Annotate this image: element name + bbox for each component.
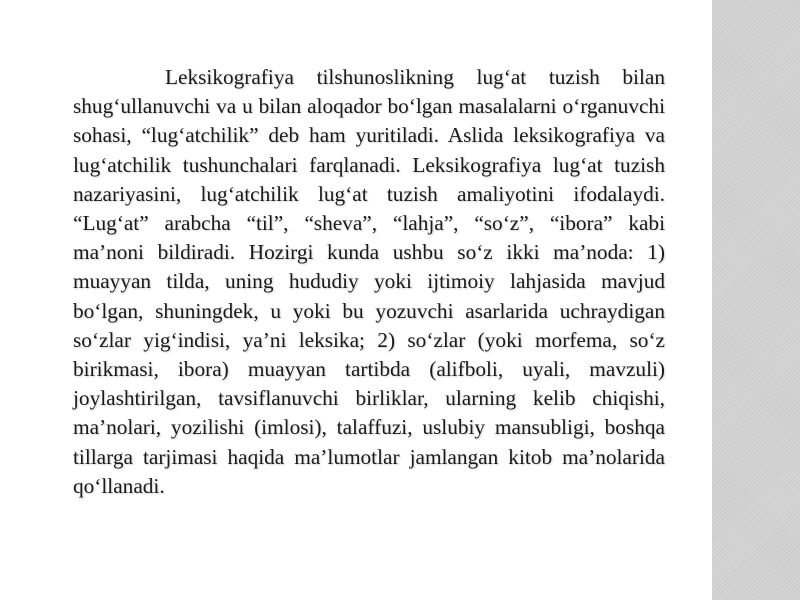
decorative-side-band [712, 0, 800, 600]
body-paragraph: Leksikografiya tilshunoslikning lug‘at tuzish bilan shug‘ullanuvchi va u bilan aloqador bo‘lgan masalalarni o‘rganuvchi sohasi, “lug‘atchilik” deb ham yuritiladi. Aslida leksikografiya va lug‘atchilik tushunchalari farqlanadi. Leksikografiya lug‘at tuzish nazariyasini, lug‘atchilik lug‘at tuzish amaliyotini ifodalaydi. “Lug‘at” arabcha “til”, “sheva”, “lahja”, “so‘z”, “ibora” kabi ma’noni bildiradi. Hozirgi kunda ushbu so‘z ikki ma’noda: 1) muayyan tilda, uning hududiy yoki ijtimoiy lahjasida mavjud bo‘lgan, shuningdek, u yoki bu yozuvchi asarlarida uchraydigan so‘zlar yig‘indisi, ya’ni leksika; 2) so‘zlar (yoki morfema, so‘z birikmasi, ibora) muayyan tartibda (alifboli, uyali, mavzuli) joylashtirilgan, tavsiflanuvchi birliklar, ularning kelib chiqishi, ma’nolari, yozilishi (imlosi), talaffuzi, uslubiy mansubligi, boshqa tillarga tarjimasi haqida ma’lumotlar jamlangan kitob ma’nolarida qo‘llanadi. [73, 65, 665, 498]
